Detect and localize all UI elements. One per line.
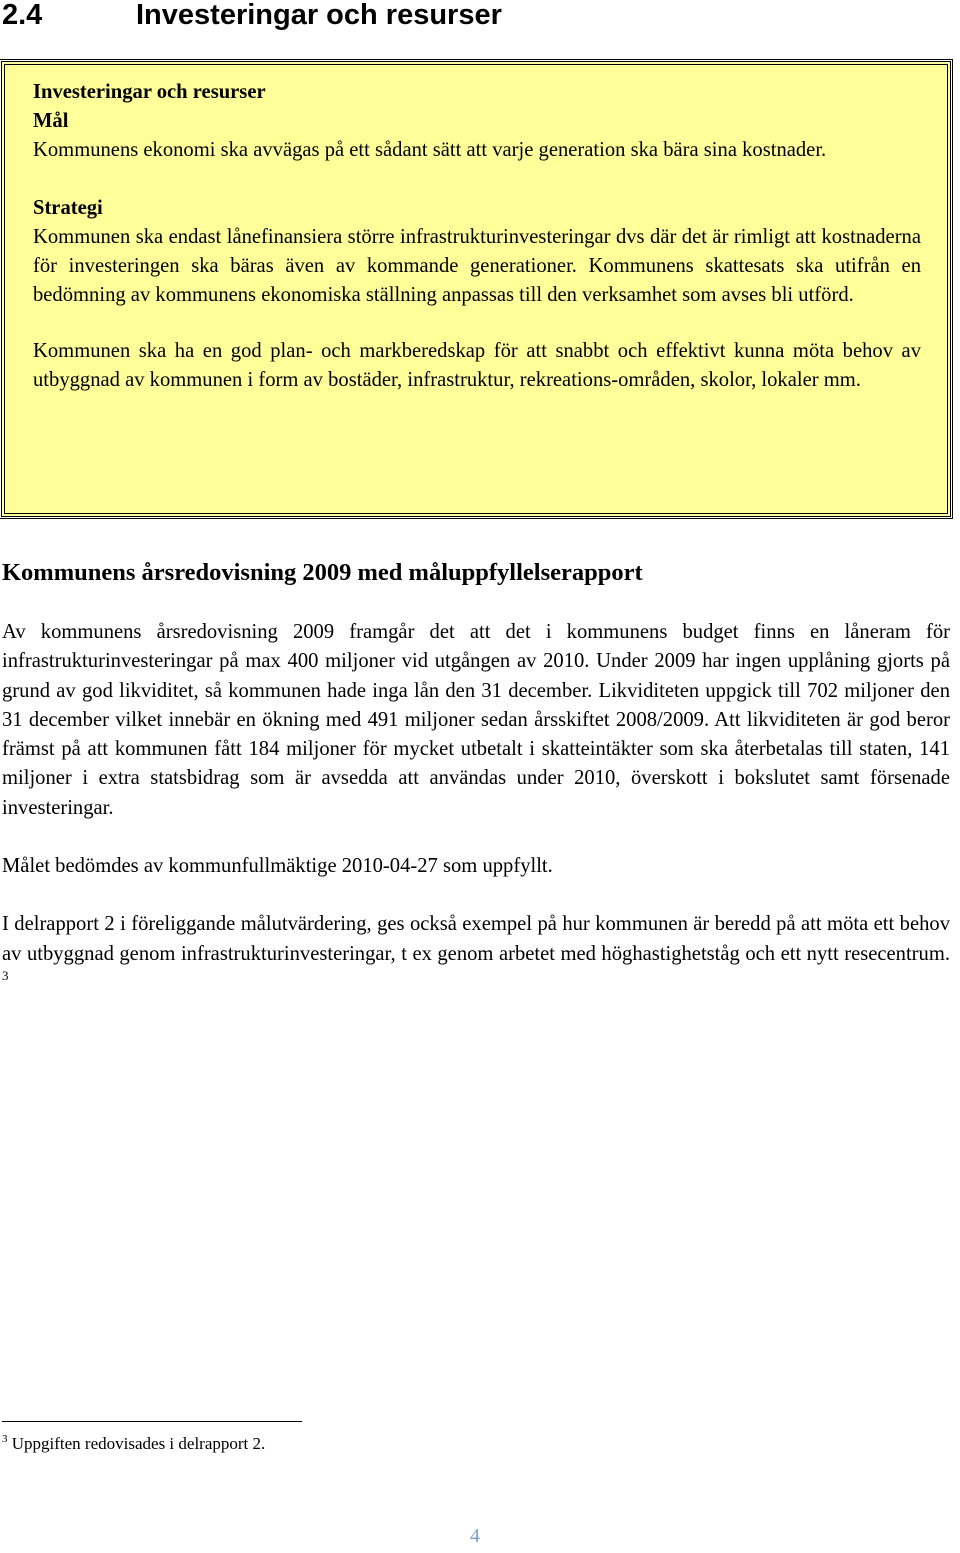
box-title: Investeringar och resurser xyxy=(33,81,266,103)
report-paragraph-1: Av kommunens årsredovisning 2009 framgår det att det i kommunens budget finns en låneram för infrastrukturinvesteringar på max 400 miljoner vid utgången av 2010. Under 2009 har ingen upplåning gjorts på grund av god likviditet, så kommunen hade inga lån den 31 december. Likviditeten uppgick till 702 miljoner den 31 december vilket innebär en ökning med 491 miljoner sedan årsskiftet 2008/2009. Att likviditeten är god beror främst på att kommunen fått 184 miljoner för mycket utbetalt i skatteintäkter som ska återbetalas till staten, 141 miljoner i extra statsbidrag som är avsedda att användas under 2010, överskott i bokslutet samt försenade investeringar. xyxy=(2,621,950,819)
report-paragraph-3 xyxy=(2,910,950,998)
section-heading xyxy=(2,0,502,32)
footnote xyxy=(2,1433,265,1455)
strategy-text-2: Kommunen ska ha en god plan- och markberedskap för att snabbt och effektivt kunna möta behov av utbyggnad av kommunen i form av bostäder, infrastruktur, rekreations-områden, skolor, lokaler mm. xyxy=(33,340,921,391)
section-heading-title: Investeringar och resurser xyxy=(136,0,502,31)
goal-strategy-box xyxy=(1,61,951,517)
footnote-text: Uppgiften redovisades i delrapport 2. xyxy=(11,1434,266,1453)
footnote-mark: 3 xyxy=(2,1433,8,1445)
section-number: 2.4 xyxy=(2,0,43,31)
report-paragraph-2: Målet bedömdes av kommunfullmäktige 2010-04-27 som uppfyllt. xyxy=(2,855,553,878)
strategy-text: Kommunen ska endast lånefinansiera större infrastrukturinvesteringar dvs där det är rimligt att kostnaderna för investeringen ska bäras även av kommande generationer. Kommunens skattesats ska utifrån en bedömning av kommunens ekonomiska ställning anpassas till den verksamhet som avses bli utförd. xyxy=(33,226,921,306)
footnote-divider xyxy=(2,1421,302,1422)
report-paragraph-3-text: I delrapport 2 i föreliggande målutvärdering, ges också exempel på hur kommunen är beredd på att möta ett behov av utbyggnad genom infrastrukturinvesteringar, t ex genom arbetet med höghastighetståg och ett nytt resecentrum. xyxy=(2,913,950,965)
footnote-reference[interactable]: 3 xyxy=(2,967,9,983)
report-body xyxy=(2,618,950,1027)
report-section-title: Kommunens årsredovisning 2009 med måluppfyllelserapport xyxy=(2,559,643,586)
strategy-label: Strategi xyxy=(33,197,103,219)
goal-text: Kommunens ekonomi ska avvägas på ett sådant sätt att varje generation ska bära sina kostnader. xyxy=(33,139,827,161)
goal-label: Mål xyxy=(33,110,69,132)
page-number: 4 xyxy=(470,1525,480,1547)
